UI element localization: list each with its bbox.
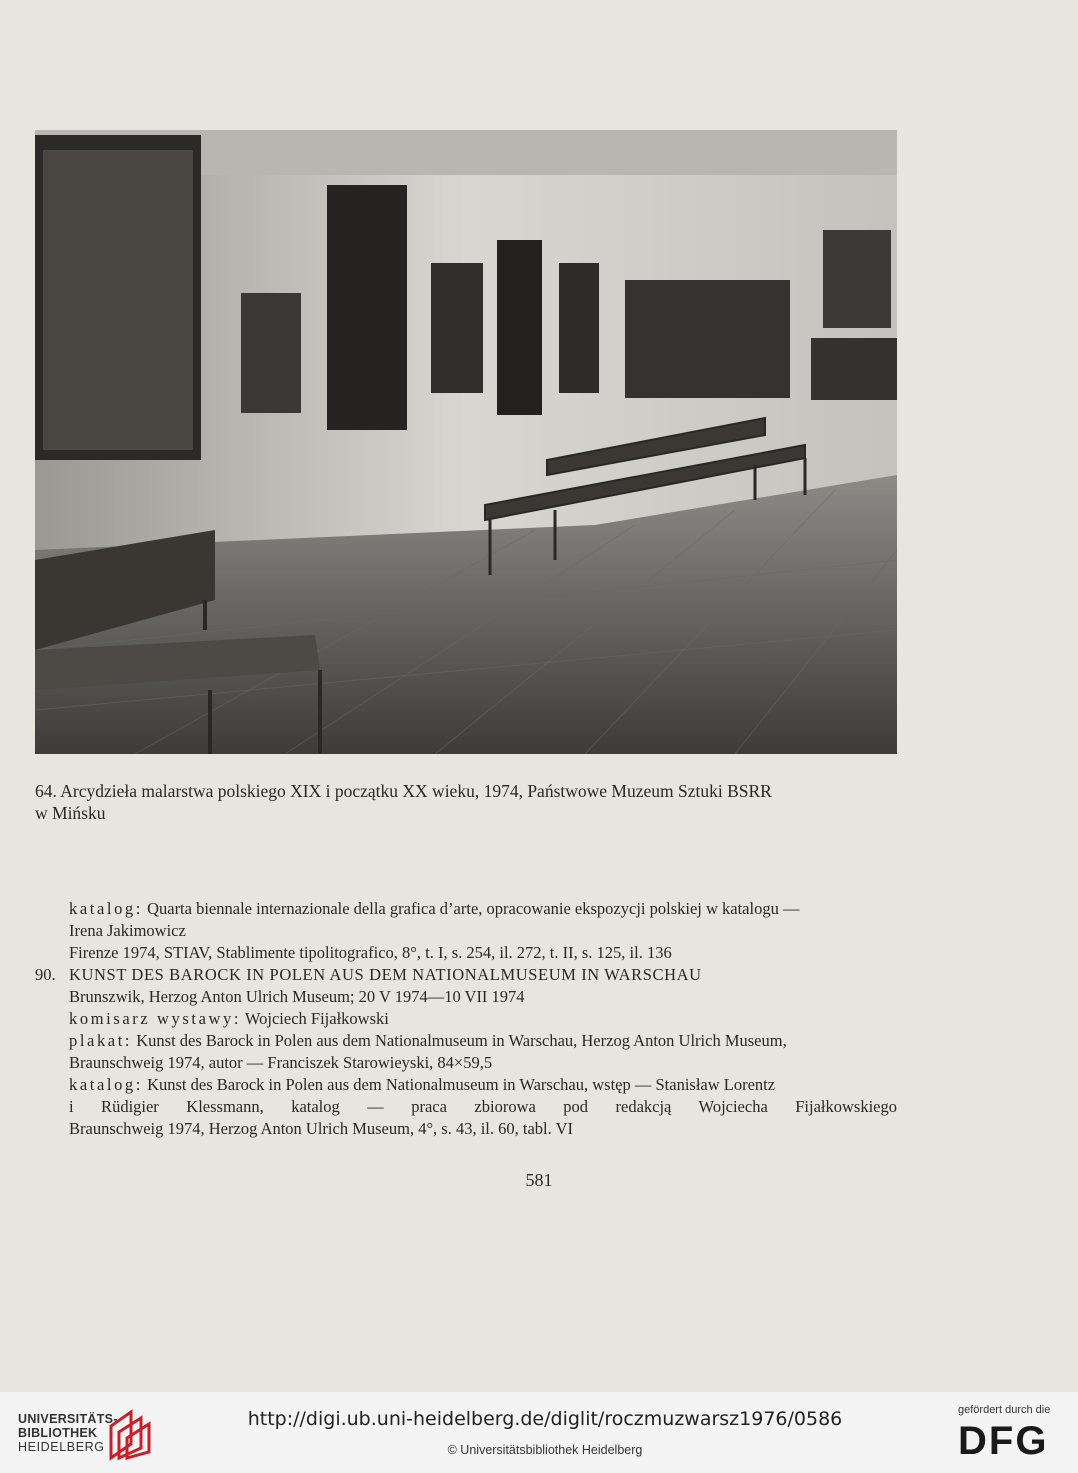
entry-line: Braunschweig 1974, autor — Franciszek Starowieyski, 84×59,5 [69,1053,493,1072]
copyright-notice: © Universitätsbibliothek Heidelberg [447,1443,643,1457]
entry-label: plakat: [69,1031,133,1050]
footer-bar [0,1392,1078,1473]
entry-line [35,898,897,920]
dfg-logo-icon [958,1420,1062,1460]
entry-line [35,1074,897,1096]
library-logo [18,1412,118,1454]
figure-caption [35,780,897,824]
entry-title: KUNST DES BAROCK IN POLEN AUS DEM NATIONALMUSEUM IN WARSCHAU [69,965,702,984]
entry-line: Firenze 1974, STIAV, Stablimente tipolitografico, 8°, t. I, s. 254, il. 272, t. II, s. 125, il. 136 [69,943,672,962]
entry-heading [35,964,897,986]
caption-location: w Mińsku [35,803,106,823]
entry-text: Quarta biennale internazionale della grafica d’arte, opracowanie ekspozycji polskiej w katalogu — [142,899,800,918]
entry-label: katalog: [69,1075,143,1094]
entry-text: Kunst des Barock in Polen aus dem Nationalmuseum in Warschau, wstęp — Stanisław Lorentz [142,1075,776,1094]
caption-text: Arcydzieła malarstwa polskiego XIX i początku XX wieku, 1974, Państwowe Muzeum Sztuki BSRR [60,781,772,801]
entry-label: katalog: [69,899,143,918]
entry-line: Irena Jakimowicz [69,921,186,940]
catalogue-entries [35,898,897,1140]
entry-text: Kunst des Barock in Polen aus dem Nationalmuseum in Warschau, Herzog Anton Ulrich Museum, [132,1031,787,1050]
entry-line: Brunszwik, Herzog Anton Ulrich Museum; 20 V 1974—10 VII 1974 [69,987,525,1006]
page-number: 581 [525,1170,553,1190]
library-emblem-icon [107,1404,153,1462]
library-name-line2: BIBLIOTHEK [18,1426,98,1440]
entry-number: 90. [35,965,56,984]
entry-line [35,1008,897,1030]
permalink-url[interactable]: http://digi.ub.uni-heidelberg.de/diglit/roczmuzwarsz1976/0586 [247,1408,843,1430]
dfg-logo-text: DFG [958,1420,1049,1460]
caption-number: 64. [35,781,57,801]
gallery-photograph [35,130,897,754]
entry-label: komisarz wystawy: [69,1009,242,1028]
entry-line: i Rüdigier Klessmann, katalog — praca zbiorowa pod redakcją Wojciecha Fijałkowskiego [69,1097,897,1116]
entry-text: Wojciech Fijałkowski [241,1009,389,1028]
funder-note: gefördert durch die [958,1404,1051,1416]
entry-line: Braunschweig 1974, Herzog Anton Ulrich Museum, 4°, s. 43, il. 60, tabl. VI [69,1119,573,1138]
library-name-line3: HEIDELBERG [18,1440,105,1454]
entry-line [35,1030,897,1052]
library-name-line1: UNIVERSITÄTS- [18,1412,118,1426]
